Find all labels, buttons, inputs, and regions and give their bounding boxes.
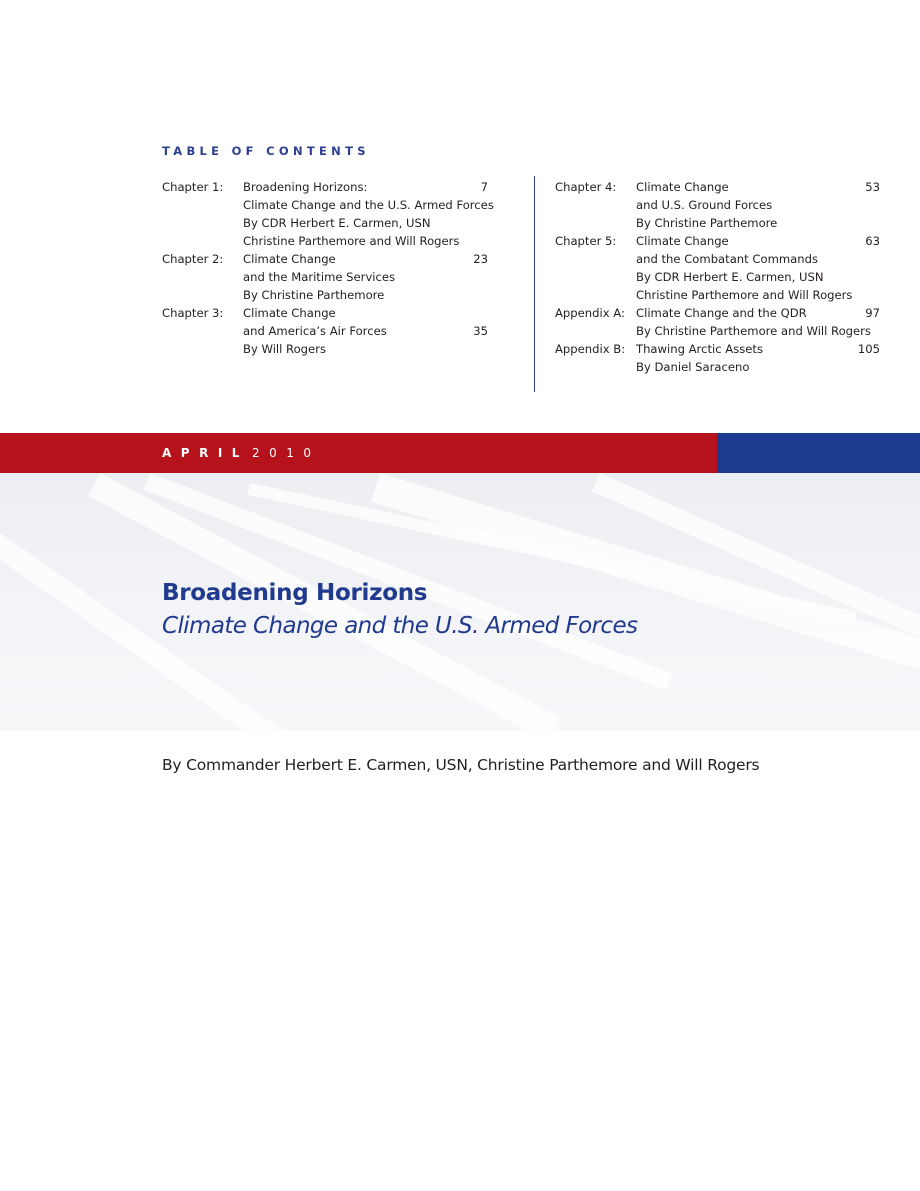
toc-entry bbox=[555, 232, 880, 304]
toc-entry-label: Chapter 2: bbox=[162, 252, 224, 266]
toc-entry-line: Climate Change and the U.S. Armed Forces bbox=[243, 198, 494, 212]
toc-entry-line: Climate Change bbox=[243, 306, 336, 320]
toc-heading: TABLE OF CONTENTS bbox=[162, 144, 370, 158]
toc-entry-line: By Christine Parthemore bbox=[243, 288, 385, 302]
toc-entry-line: and the Combatant Commands bbox=[636, 252, 819, 266]
date-year: 2010 bbox=[252, 446, 321, 460]
toc-entry-page: 7 bbox=[480, 180, 488, 194]
date-band-blue bbox=[717, 433, 920, 473]
toc-entry-line: By Daniel Saraceno bbox=[636, 360, 750, 374]
toc-entry bbox=[555, 304, 880, 340]
toc-entry-page: 97 bbox=[865, 306, 880, 320]
toc-entry-lines bbox=[636, 340, 880, 376]
toc-entry-lines bbox=[243, 178, 494, 250]
toc-entry-line: Climate Change bbox=[243, 252, 336, 266]
toc-entry-page: 53 bbox=[865, 180, 880, 194]
toc-entry-lines bbox=[636, 304, 880, 340]
toc-entry bbox=[162, 250, 488, 304]
date-month: APRIL bbox=[162, 446, 249, 460]
report-title: Broadening Horizons bbox=[162, 580, 428, 606]
toc-entry-page: 35 bbox=[473, 324, 488, 338]
toc-entry-label: Appendix B: bbox=[555, 342, 626, 356]
toc-entry-line: By Christine Parthemore and Will Rogers bbox=[636, 324, 871, 338]
toc-entry-lines bbox=[243, 250, 488, 304]
toc-entry-label: Chapter 5: bbox=[555, 234, 617, 248]
toc-entry-lines bbox=[243, 304, 488, 358]
date-band-red bbox=[0, 433, 717, 473]
toc-entry-line: Thawing Arctic Assets bbox=[636, 342, 764, 356]
toc-entry-lines bbox=[636, 232, 880, 304]
toc-entry-line: and America’s Air Forces bbox=[243, 324, 387, 338]
date-band bbox=[0, 433, 920, 473]
toc-entry-lines bbox=[636, 178, 880, 232]
toc-entry-line: By CDR Herbert E. Carmen, USN bbox=[636, 270, 824, 284]
toc-entry-label: Chapter 3: bbox=[162, 306, 224, 320]
toc-right-column bbox=[555, 178, 880, 376]
toc-divider bbox=[534, 176, 535, 392]
toc-entry-page: 23 bbox=[473, 252, 488, 266]
toc-entry-page: 63 bbox=[865, 234, 880, 248]
toc-entry bbox=[555, 178, 880, 232]
toc-entry-line: and U.S. Ground Forces bbox=[636, 198, 773, 212]
toc-entry-line: Climate Change and the QDR bbox=[636, 306, 807, 320]
toc-entry-line: By Christine Parthemore bbox=[636, 216, 778, 230]
byline: By Commander Herbert E. Carmen, USN, Christine Parthemore and Will Rogers bbox=[162, 756, 760, 774]
toc-entry-line: and the Maritime Services bbox=[243, 270, 396, 284]
report-subtitle: Climate Change and the U.S. Armed Forces bbox=[162, 613, 638, 639]
toc-entry-line: Climate Change bbox=[636, 234, 729, 248]
toc-entry-line: Broadening Horizons: bbox=[243, 180, 368, 194]
toc-entry-label: Appendix A: bbox=[555, 306, 625, 320]
toc-entry-label: Chapter 1: bbox=[162, 180, 224, 194]
toc-entry-page: 105 bbox=[857, 342, 880, 356]
toc-entry-line: By CDR Herbert E. Carmen, USN bbox=[243, 216, 431, 230]
toc-left-column bbox=[162, 178, 494, 358]
toc-entry-line: Climate Change bbox=[636, 180, 729, 194]
toc-entry bbox=[162, 178, 494, 250]
toc-entry-line: Christine Parthemore and Will Rogers bbox=[636, 288, 853, 302]
toc-entry-label: Chapter 4: bbox=[555, 180, 617, 194]
toc-entry bbox=[162, 304, 488, 358]
toc-entry-line: Christine Parthemore and Will Rogers bbox=[243, 234, 460, 248]
toc-entry bbox=[555, 340, 880, 376]
toc-entry-line: By Will Rogers bbox=[243, 342, 326, 356]
hero-background bbox=[0, 473, 920, 731]
